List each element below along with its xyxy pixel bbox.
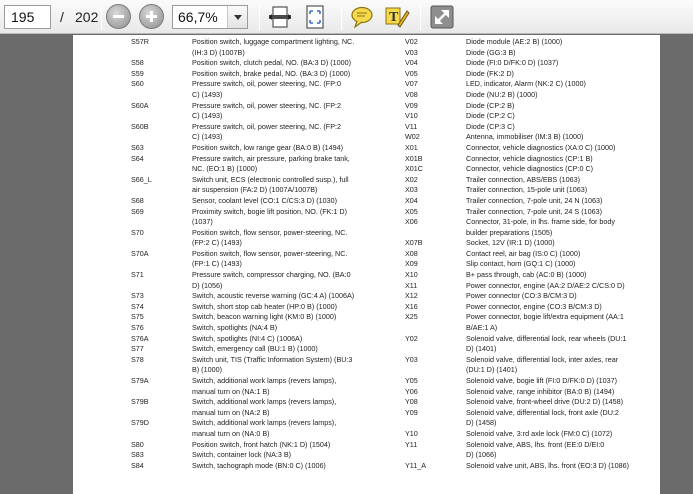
- component-description: Power connector (CO:3 B/CM:3 D): [466, 291, 577, 301]
- pdf-page: [73, 35, 660, 494]
- component-description: Diode (NU:2 B) (1000): [466, 89, 538, 99]
- component-code: Y09: [405, 407, 418, 417]
- component-code: S79A: [131, 376, 149, 385]
- component-code: S60: [131, 79, 144, 89]
- component-description: C) (1493): [192, 132, 223, 142]
- component-description: Switch, additional work lamps (revers lamps),: [192, 397, 337, 407]
- zoom-select[interactable]: [172, 5, 248, 29]
- component-description: Position switch, flow sensor, power-steering, NC.: [192, 227, 348, 237]
- zoom-dropdown-icon[interactable]: [227, 6, 247, 28]
- component-code: V02: [405, 37, 418, 46]
- fit-page-icon[interactable]: [301, 3, 329, 31]
- component-code: X12: [405, 291, 418, 301]
- component-description: Position switch, brake pedal, NO. (BA:3 D) (1000): [192, 68, 351, 78]
- component-description: Switch, emergency call (BU:1 B) (1000): [192, 344, 318, 354]
- component-description: Solenoid valve, range inhibitor (BA:0 B) (1494): [466, 386, 615, 396]
- component-description: (1037): [192, 217, 213, 227]
- component-code: S76A: [131, 333, 149, 343]
- component-code: V04: [405, 58, 418, 68]
- component-code: S69: [131, 206, 144, 216]
- component-description: Solenoid valve, front-wheel drive (DU:2 D) (1458): [466, 397, 623, 407]
- component-code: X25: [405, 312, 418, 322]
- component-code: S60A: [131, 100, 149, 110]
- component-description: Position switch, luggage compartment lighting, NC.: [192, 37, 355, 46]
- component-description: (FP:1 C) (1493): [192, 259, 242, 269]
- component-description: Solenoid valve, differential lock, front axle (DU:2: [466, 407, 619, 417]
- component-description: D) (1056): [192, 280, 223, 290]
- component-description: Solenoid valve, differential lock, rear wheels (DU:1: [466, 333, 627, 343]
- component-code: S64: [131, 153, 144, 163]
- component-description: Diode (CP:3 C): [466, 121, 515, 131]
- component-code: X01C: [405, 164, 423, 174]
- component-code: X11: [405, 280, 418, 290]
- component-description: Solenoid valve, 3:rd axle lock (FM:0 C) (1072): [466, 428, 613, 438]
- component-code: X08: [405, 248, 418, 258]
- page-separator: /: [60, 9, 64, 25]
- pdf-toolbar: [0, 0, 693, 34]
- component-description: Pressure switch, air pressure, parking brake tank,: [192, 153, 350, 163]
- component-description: Solenoid valve, bogie lift (FI:0 D/FK:0 D) (1037): [466, 376, 618, 385]
- component-description: Switch, additional work lamps (revers lamps),: [192, 418, 337, 428]
- component-code: S70: [131, 227, 144, 237]
- component-description: Switch, tachograph mode (BN:0 C) (1006): [192, 460, 326, 470]
- component-code: S66_L: [131, 174, 152, 184]
- component-description: Antenna, immobiliser (IM:3 B) (1000): [466, 132, 584, 142]
- component-description: manual turn on (NA:2 B): [192, 407, 270, 417]
- toolbar-divider: [341, 4, 342, 30]
- component-description: (IH:3 D) (1007B): [192, 47, 245, 57]
- toolbar-divider: [420, 4, 421, 30]
- component-description: Switch, beacon warning light (KM:0 B) (1000): [192, 312, 337, 322]
- component-code: S74: [131, 301, 144, 311]
- component-description: Switch, container lock (NA:3 B): [192, 450, 292, 460]
- comment-icon[interactable]: [348, 3, 376, 31]
- component-code: X10: [405, 270, 418, 280]
- component-description: Switch, spotlights (NI:4 C) (1006A): [192, 333, 303, 343]
- component-code: S57R: [131, 37, 149, 46]
- component-code: Y11_A: [405, 460, 427, 470]
- component-code: X03: [405, 185, 418, 195]
- component-code: Y08: [405, 397, 418, 407]
- component-code: X02: [405, 174, 418, 184]
- component-description: Proximity switch, bogie lift position, NO. (FK:1 D): [192, 206, 347, 216]
- component-code: X01: [405, 142, 418, 152]
- document-viewer[interactable]: [0, 35, 693, 494]
- component-description: Socket, 12V (IR:1 D) (1000): [466, 238, 555, 248]
- component-description: Diode (FI:0 D/FK:0 D) (1037): [466, 58, 559, 68]
- component-code: S80: [131, 439, 144, 449]
- component-description: air suspension (FA:2 D) (1007A/1007B): [192, 185, 318, 195]
- component-code: W02: [405, 132, 420, 142]
- component-description: Diode (GG:3 B): [466, 47, 516, 57]
- component-code: S70A: [131, 248, 149, 258]
- component-code: S79D: [131, 418, 149, 428]
- component-description: B) (1000): [192, 365, 222, 375]
- component-description: Diode (CP:2 B): [466, 100, 515, 110]
- component-description: Diode (CP:2 C): [466, 111, 515, 121]
- component-description: Switch unit, TIS (Traffic Information System) (BU:3: [192, 354, 353, 364]
- component-code: S78: [131, 354, 144, 364]
- component-description: Power connector, engine (CO:3 B/CM:3 D): [466, 301, 602, 311]
- component-code: Y11: [405, 439, 418, 449]
- component-description: Connector, vehicle diagnostics (CP:1 B): [466, 153, 593, 163]
- component-description: Trailer connection, ABS/EBS (1063): [466, 174, 580, 184]
- component-description: (FP:2 C) (1493): [192, 238, 242, 248]
- page-total: 202: [75, 9, 99, 25]
- component-description: Switch, short stop cab heater (HP:0 B) (1000): [192, 301, 338, 311]
- component-code: V10: [405, 111, 418, 121]
- component-description: Switch unit, ECS (electronic controlled susp.), full: [192, 174, 349, 184]
- component-description: builder preparations (1505): [466, 227, 553, 237]
- component-code: S75: [131, 312, 144, 322]
- component-code: X06: [405, 217, 418, 227]
- component-code: X16: [405, 301, 418, 311]
- component-code: X01B: [405, 153, 423, 163]
- component-description: Trailer connection, 15-pole unit (1063): [466, 185, 588, 195]
- component-description: Pressure switch, oil, power steering, NC. (FP:2: [192, 121, 341, 131]
- component-description: B+ pass through, cab (AC:0 B) (1000): [466, 270, 587, 280]
- component-code: V05: [405, 68, 418, 78]
- component-code: Y03: [405, 354, 418, 364]
- component-code: S71: [131, 270, 144, 280]
- component-description: Solenoid valve, ABS, lhs. front (EE:0 D/EI:0: [466, 439, 605, 449]
- toolbar-divider: [259, 4, 260, 30]
- component-code: Y06: [405, 386, 418, 396]
- component-code: V07: [405, 79, 418, 89]
- component-description: Position switch, front hatch (NK:1 D) (1504): [192, 439, 331, 449]
- zoom-out-icon[interactable]: [106, 4, 131, 29]
- highlight-text-icon[interactable]: [382, 3, 410, 31]
- component-description: LED, indicator, Alarm (NK:2 C) (1000): [466, 79, 586, 89]
- component-description: Sensor, coolant level (CO:1 C/CS:3 D) (1030): [192, 195, 338, 205]
- component-description: Contact reel, air bag (IS:0 C) (1000): [466, 248, 581, 258]
- component-description: Pressure switch, oil, power steering, NC. (FP:2: [192, 100, 341, 110]
- component-code: S83: [131, 450, 144, 460]
- component-code: S63: [131, 142, 144, 152]
- component-code: S79B: [131, 397, 149, 407]
- svg-text:T: T: [389, 10, 399, 25]
- component-description: Switch, spotlights (NA:4 B): [192, 323, 278, 333]
- component-code: X09: [405, 259, 418, 269]
- component-code: S73: [131, 291, 144, 301]
- component-description: Diode module (AE:2 B) (1000): [466, 37, 563, 46]
- component-description: Power connector, engine (AA:2 D/AE:2 C/CS:0 D): [466, 280, 625, 290]
- component-code: X07B: [405, 238, 423, 248]
- component-description: manual turn on (NA:1 B): [192, 386, 270, 396]
- component-description: Slip contact, horn (GQ:1 C) (1000): [466, 259, 576, 269]
- component-description: Position switch, flow sensor, power-steering, NC.: [192, 248, 348, 258]
- component-code: S84: [131, 460, 144, 470]
- zoom-value: 66,7%: [178, 9, 218, 25]
- component-description: Solenoid valve unit, ABS, lhs. front (EO:3 D) (1086): [466, 460, 629, 470]
- component-description: B/AE:1 A): [466, 323, 498, 333]
- component-code: S76: [131, 323, 144, 333]
- component-description: Trailer connection, 7-pole unit, 24 S (1063): [466, 206, 602, 216]
- component-code: S77: [131, 344, 144, 354]
- component-code: X05: [405, 206, 418, 216]
- fullscreen-icon[interactable]: [428, 3, 456, 31]
- component-description: Power connector, bogie lift/extra equipment (AA:1: [466, 312, 624, 322]
- component-description: Solenoid valve, differential lock, inter axles, rear: [466, 354, 619, 364]
- component-description: Diode (FK:2 D): [466, 68, 514, 78]
- component-code: X04: [405, 195, 418, 205]
- component-description: Switch, acoustic reverse warning (GC:4 A) (1006A): [192, 291, 355, 301]
- component-description: Connector, vehicle diagnostics (CP:0 C): [466, 164, 594, 174]
- component-code: S59: [131, 68, 144, 78]
- component-code: S60B: [131, 121, 149, 131]
- component-description: D) (1401): [466, 344, 497, 354]
- component-code: S68: [131, 195, 144, 205]
- component-code: V11: [405, 121, 418, 131]
- component-description: Position switch, low range gear (BA:0 B) (1494): [192, 142, 344, 152]
- component-description: D) (1458): [466, 418, 497, 428]
- component-description: C) (1493): [192, 89, 223, 99]
- component-description: Connector, vehicle diagnostics (XA:0 C) (1000): [466, 142, 616, 152]
- component-description: Pressure switch, oil, power steering, NC. (FP:0: [192, 79, 341, 89]
- component-code: S58: [131, 58, 144, 68]
- component-code: Y10: [405, 428, 418, 438]
- vertical-scrollbar[interactable]: [680, 35, 693, 494]
- component-code: Y05: [405, 376, 418, 385]
- component-description: NC. (EO:1 B) (1000): [192, 164, 258, 174]
- zoom-in-icon[interactable]: [139, 4, 164, 29]
- page-number-input[interactable]: 195: [4, 5, 51, 29]
- component-code: V09: [405, 100, 418, 110]
- component-description: C) (1493): [192, 111, 223, 121]
- component-description: manual turn on (NA:0 B): [192, 428, 270, 438]
- toolbar-divider: [101, 4, 102, 30]
- component-code: V08: [405, 89, 418, 99]
- component-description: Switch, additional work lamps (revers lamps),: [192, 376, 337, 385]
- fit-width-icon[interactable]: [266, 3, 294, 31]
- component-description: Pressure switch, compressor charging, NO. (BA:0: [192, 270, 351, 280]
- component-description: Connector, 31-pole, in lhs. frame side, for body: [466, 217, 616, 227]
- component-description: (DU:1 D) (1401): [466, 365, 518, 375]
- component-description: D) (1066): [466, 450, 497, 460]
- component-description: Position switch, clutch pedal, NO. (BA:3 D) (1000): [192, 58, 351, 68]
- component-code: V03: [405, 47, 418, 57]
- component-description: Trailer connection, 7-pole unit, 24 N (1063): [466, 195, 603, 205]
- component-code: Y02: [405, 333, 418, 343]
